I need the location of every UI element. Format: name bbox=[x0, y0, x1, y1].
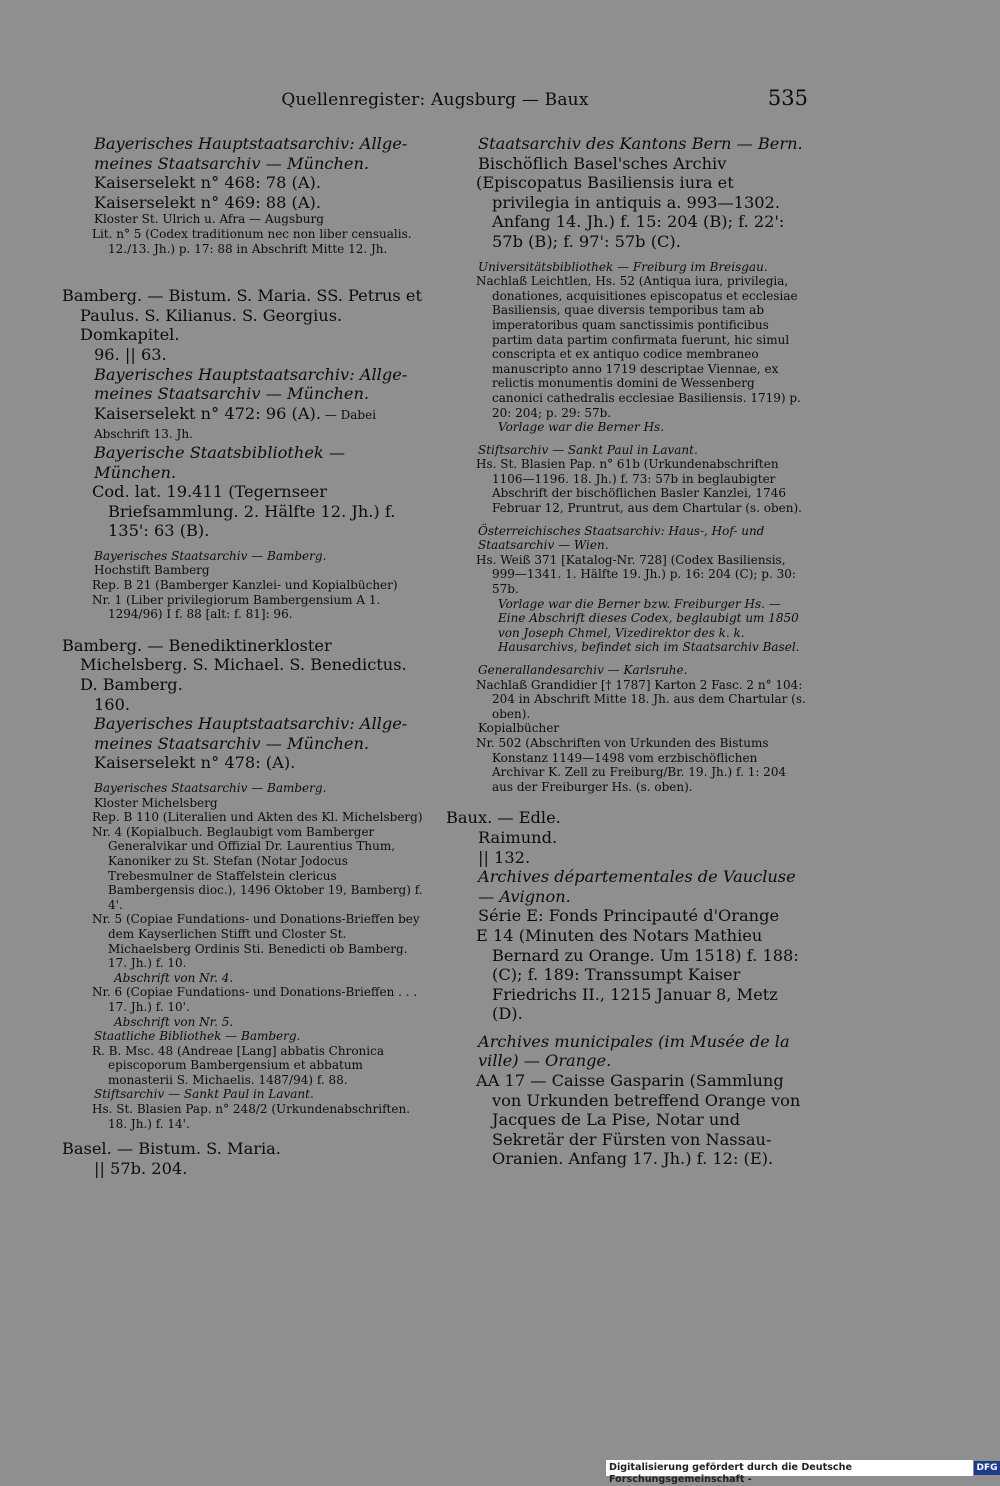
archive-entry: Kaiserselekt n° 469: 88 (A). bbox=[94, 192, 322, 212]
archive-heading: Bayerisches Staatsarchiv — Bamberg. bbox=[94, 781, 327, 795]
lemma-numbers: 96. || 63. bbox=[94, 344, 167, 364]
archive-entry: Rep. B 110 (Literalien und Akten des Kl. Michelsberg) bbox=[92, 810, 423, 825]
archive-subheading: Hochstift Bamberg bbox=[94, 563, 210, 578]
archive-entry: Kaiserselekt n° 468: 78 (A). bbox=[94, 173, 322, 193]
lemma-heading: Basel. — Bistum. S. Maria. bbox=[62, 1139, 281, 1159]
archive-entry: Kaiserselekt n° 478: (A). bbox=[94, 753, 296, 773]
archive-entry: Nr. 6 (Copiae Fundations- und Donations-Brieffen . . . 17. Jh.) f. 10'. bbox=[92, 985, 418, 1014]
archive-heading: Generallandesarchiv — Karlsruhe. bbox=[478, 663, 688, 677]
archive-entry: Cod. lat. 19.411 (Tegernseer Briefsammlung. 2. Hälfte 12. Jh.) f. 135': 63 (B). bbox=[92, 482, 396, 541]
archive-entry: Nr. 4 (Kopialbuch. Beglaubigt vom Bamberger Generalvikar und Offizial Dr. Laurentius Thum, Kanoniker zu St. Stefan (Notar Jodocus Trebesmulner de Staffelstein clericus Bambergensis dioc.), 1496 Oktober 19, Bamberg) f. 4'. bbox=[92, 824, 423, 912]
archive-note: Abschrift von Nr. 4. bbox=[114, 970, 234, 985]
archive-entry: R. B. Msc. 48 (Andreae [Lang] abbatis Chronica episcoporum Bambergensium et abbatum monasterii S. Michaelis. 1487/94) f. 88. bbox=[92, 1043, 384, 1087]
archive-heading: Bayerisches Hauptstaatsarchiv: Allge- meines Staatsarchiv — München. bbox=[94, 714, 408, 753]
archive-entry: Nachlaß Grandidier [† 1787] Karton 2 Fasc. 2 n° 104: 204 in Abschrift Mitte 18. Jh. aus dem Chartular (s. oben). bbox=[476, 677, 806, 721]
archive-entry: (Episcopatus Basiliensis iura et privilegia in antiquis a. 993—1302. Anfang 14. Jh.) f. 15: 204 (B); f. 22': 57b (B); f. 97': 57b (C). bbox=[476, 173, 785, 251]
archive-heading: Staatliche Bibliothek — Bamberg. bbox=[94, 1029, 301, 1044]
running-title: Quellenregister: Augsburg — Baux bbox=[281, 90, 589, 110]
page-header bbox=[62, 86, 808, 116]
archive-entry: Hs. St. Blasien Pap. n° 61b (Urkundenabschriften 1106—1196. 18. Jh.) f. 73: 57b in beglaubigter Abschrift der bischöflichen Basler Kanzlei, 1746 Februar 12, Pruntrut, aus dem Chartular (s. oben). bbox=[476, 457, 802, 516]
archive-entry: Nr. 5 (Copiae Fundations- und Donations-Brieffen bey dem Kayserlichen Stifft und Closter St. Michaelsberg Ordinis Sti. Benedicti ob Bamberg. 17. Jh.) f. 10. bbox=[92, 912, 420, 971]
archive-heading: Archives municipales (im Musée de la ville) — Orange. bbox=[478, 1031, 790, 1071]
page-number: 535 bbox=[767, 86, 808, 110]
archive-entry: E 14 (Minuten des Notars Mathieu Bernard zu Orange. Um 1518) f. 188: (C); f. 189: Transsumpt Kaiser Friedrichs II., 1215 Januar 8, Metz (D). bbox=[476, 925, 799, 1024]
archive-entry: Hs. Weiß 371 [Katalog-Nr. 728] (Codex Basiliensis, 999—1341. 1. Hälfte 19. Jh.) p. 16: 204 (C); p. 30: 57b. bbox=[476, 552, 796, 597]
lemma-heading: Bamberg. — Bistum. S. Maria. SS. Petrus et Paulus. S. Kilianus. S. Georgius. Domkapitel. bbox=[62, 286, 422, 345]
archive-note: Vorlage war die Berner bzw. Freiburger Hs. — Eine Abschrift dieses Codex, beglaubigt um 1850 von Joseph Chmel, Vizedirektor des k. k. Hausarchivs, befindet sich im Staatsarchiv Basel. bbox=[498, 596, 800, 655]
archive-entry: Kaiserselekt n° 472: 96 (A). — Dabei Abschrift 13. Jh. bbox=[94, 403, 377, 442]
archive-heading: Österreichisches Staatsarchiv: Haus-, Hof- und Staatsarchiv — Wien. bbox=[478, 523, 765, 553]
funding-footer bbox=[606, 1460, 1000, 1485]
archive-heading: Bayerisches Hauptstaatsarchiv: Allge- meines Staatsarchiv — München. bbox=[94, 364, 408, 404]
archive-heading: Bayerische Staatsbibliothek — München. bbox=[94, 442, 346, 482]
archive-heading: Bayerisches Hauptstaatsarchiv: Allge- meines Staatsarchiv — München. bbox=[94, 134, 408, 173]
archive-entry: Nr. 502 (Abschriften von Urkunden des Bistums Konstanz 1149—1498 vom erzbischöflichen Archivar K. Zell zu Freiburg/Br. 19. Jh.) f. 1: 204 aus der Freiburger Hs. (s. oben). bbox=[476, 735, 787, 794]
lemma-numbers: || 132. bbox=[478, 847, 531, 867]
archive-note: Abschrift von Nr. 5. bbox=[114, 1014, 234, 1029]
archive-heading: Universitätsbibliothek — Freiburg im Breisgau. bbox=[478, 259, 768, 274]
archive-heading: Staatsarchiv des Kantons Bern — Bern. bbox=[478, 134, 803, 153]
lemma-heading: Bamberg. — Benediktinerkloster Michelsberg. S. Michael. S. Benedictus. D. Bamberg. bbox=[62, 635, 407, 695]
right-column bbox=[446, 134, 808, 1169]
lemma-heading: Baux. — Edle. bbox=[446, 808, 561, 828]
archive-note: Vorlage war die Berner Hs. bbox=[498, 420, 665, 435]
left-column bbox=[62, 134, 424, 1178]
archive-subheading: Kopialbücher bbox=[478, 721, 560, 736]
archive-heading: Bayerisches Staatsarchiv — Bamberg. bbox=[94, 548, 327, 563]
archive-entry: Lit. n° 5 (Codex traditionum nec non liber censualis. 12./13. Jh.) p. 17: 88 in Abschrift Mitte 12. Jh. bbox=[92, 226, 412, 256]
archive-subheading: Bischöflich Basel'sches Archiv bbox=[478, 153, 727, 173]
archive-heading: Stiftsarchiv — Sankt Paul in Lavant. bbox=[94, 1087, 314, 1102]
archive-heading: Stiftsarchiv — Sankt Paul in Lavant. bbox=[478, 442, 698, 457]
archive-subheading: Kloster St. Ulrich u. Afra — Augsburg bbox=[94, 212, 324, 227]
archive-heading: Archives départementales de Vaucluse — Avignon. bbox=[478, 867, 796, 906]
archive-entry: Nr. 1 (Liber privilegiorum Bambergensium A 1. 1294/96) I f. 88 [alt: f. 81]: 96. bbox=[92, 592, 381, 622]
lemma-numbers: 160. bbox=[94, 694, 131, 714]
archive-subheading: Kloster Michelsberg bbox=[94, 795, 218, 810]
archive-entry: AA 17 — Caisse Gasparin (Sammlung von Urkunden betreffend Orange von Jacques de La Pise, Notar und Sekretär der Fürsten von Nassau-Oranien. Anfang 17. Jh.) f. 12: (E). bbox=[476, 1071, 801, 1169]
dfg-logo: DFG bbox=[974, 1461, 1000, 1475]
archive-subheading: Série E: Fonds Principauté d'Orange bbox=[478, 906, 780, 926]
archive-entry: Rep. B 21 (Bamberger Kanzlei- und Kopialbücher) bbox=[92, 578, 398, 593]
funding-text: Digitalisierung gefördert durch die Deutsche Forschungsgemeinschaft - bbox=[606, 1460, 973, 1476]
archive-entry: Nachlaß Leichtlen, Hs. 52 (Antiqua iura, privilegia, donationes, acquisitiones episcopatus et ecclesiae Basiliensis, quae diversis temporibus tam ab imperatoribus quam sanctissimis pontificibus partim data partim confirmata fuerunt, hic simul conscripta et ex antiquo codice membraneo manuscripto anno 1719 descriptae Viennae, ex relictis monumentis domini de Wessenberg canonici cathedralis ecclesiae Basiliensis. 1719) p. 20: 204; p. 29: 57b. bbox=[476, 274, 801, 420]
lemma-name: Raimund. bbox=[478, 827, 558, 847]
archive-entry: Hs. St. Blasien Pap. n° 248/2 (Urkundenabschriften. 18. Jh.) f. 14'. bbox=[92, 1102, 411, 1131]
lemma-numbers: || 57b. 204. bbox=[94, 1158, 188, 1178]
